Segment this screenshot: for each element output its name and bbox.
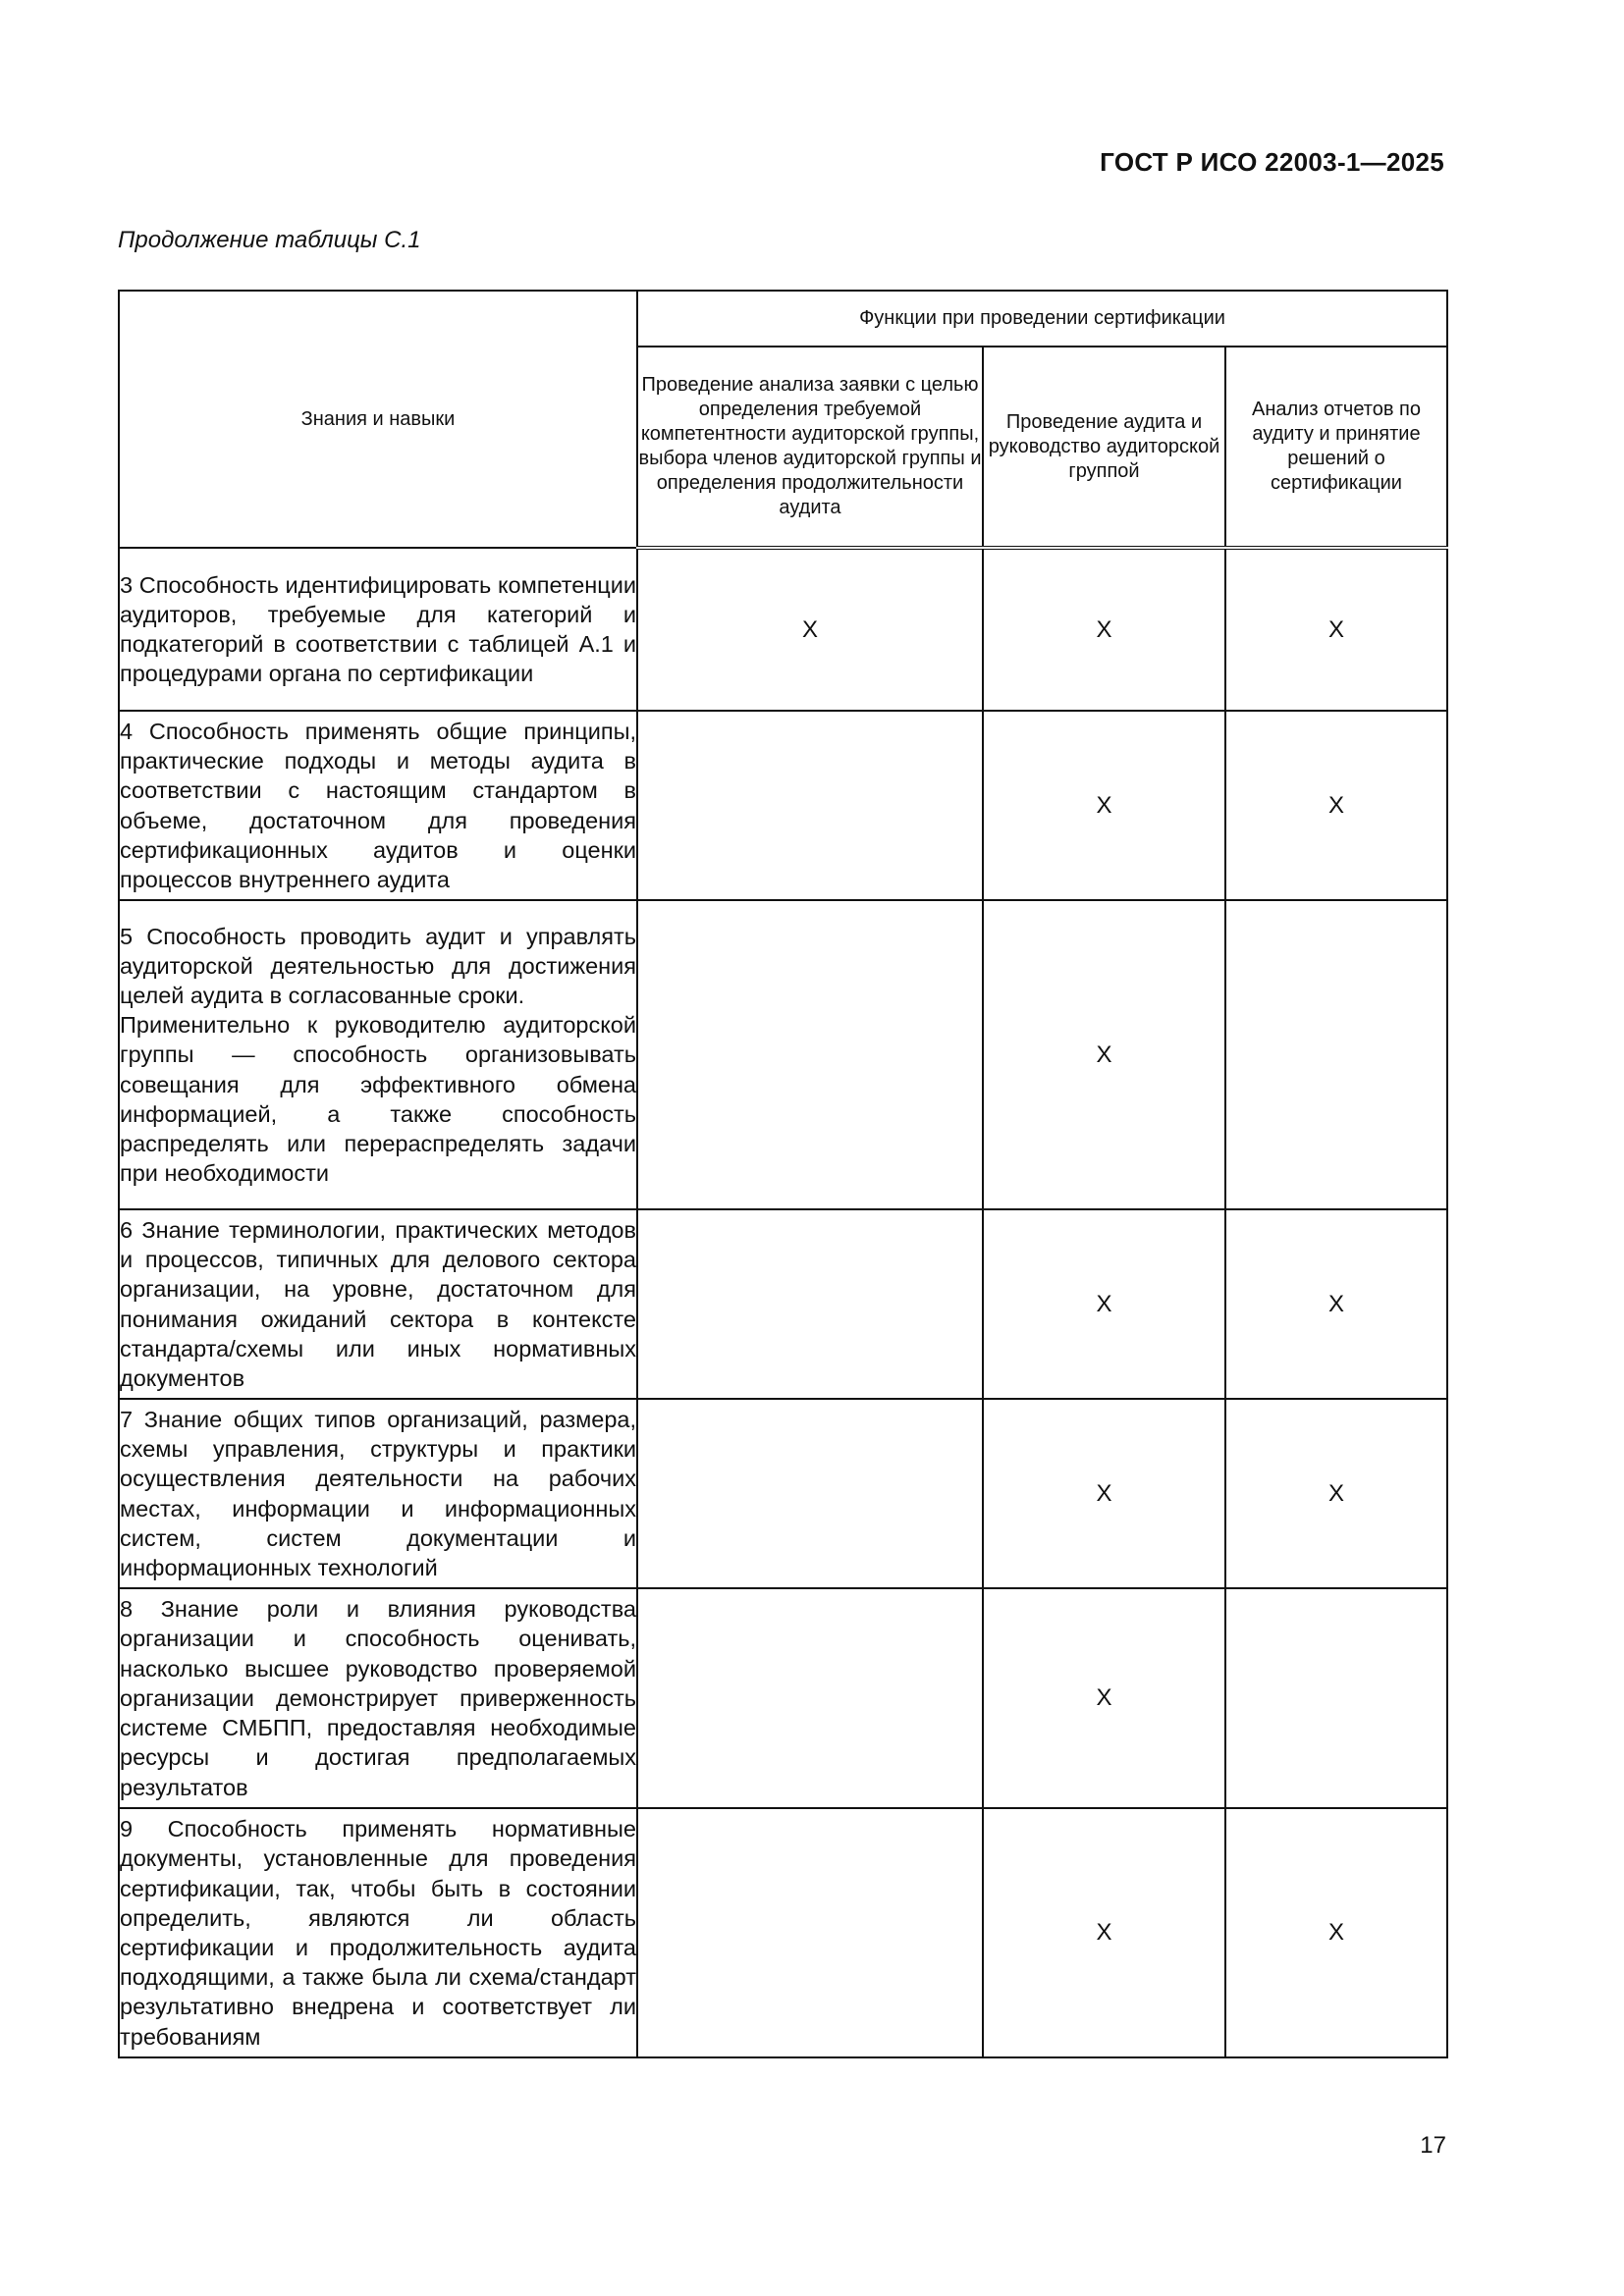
table-row <box>119 1588 1447 1808</box>
mark-cell: X <box>983 711 1225 900</box>
table-row <box>119 900 1447 1209</box>
table-caption: Продолжение таблицы С.1 <box>118 227 421 253</box>
mark-cell <box>637 711 983 900</box>
knowledge-cell: 4 Способность применять общие принципы, практические подходы и методы аудита в соответствии с настоящим стандартом в объеме, достаточном для проведения сертификационных аудитов и оценки процессов внутреннего аудита <box>119 711 637 900</box>
mark-cell: X <box>1225 711 1447 900</box>
mark-cell <box>1225 1588 1447 1808</box>
competence-table <box>118 290 1448 2058</box>
functions-group-header: Функции при проведении сертификации <box>637 291 1447 347</box>
table-row <box>119 1399 1447 1588</box>
column-header-decision: Анализ отчетов по аудиту и принятие решений о сертификации <box>1225 347 1447 548</box>
mark-cell: X <box>983 548 1225 711</box>
mark-cell: X <box>1225 1399 1447 1588</box>
mark-cell: X <box>1225 1808 1447 2057</box>
mark-cell: X <box>983 1399 1225 1588</box>
mark-cell <box>637 1808 983 2057</box>
knowledge-cell: 8 Знание роли и влияния руководства организации и способность оценивать, насколько высшее руководство проверяемой организации демонстрирует приверженность системе СМБПП, предоставляя необходимые ресурсы и достигая предполагаемых результатов <box>119 1588 637 1808</box>
mark-cell <box>637 1588 983 1808</box>
knowledge-cell: 9 Способность применять нормативные документы, установленные для проведения сертификации, так, чтобы быть в состоянии определить, являются ли область сертификации и продолжительность аудита подходящими, а также была ли схема/стандарт результативно внедрена и соответствует ли требованиям <box>119 1808 637 2057</box>
knowledge-cell: 6 Знание терминологии, практических методов и процессов, типичных для делового сектора организации, на уровне, достаточном для понимания ожиданий сектора в контексте стандарта/схемы или иных нормативных документов <box>119 1209 637 1399</box>
knowledge-cell: 7 Знание общих типов организаций, размера, схемы управления, структуры и практики осуществления деятельности на рабочих местах, информации и информационных систем, систем документации и информационных технологий <box>119 1399 637 1588</box>
column-header-application-review: Проведение анализа заявки с целью определения требуемой компетентности аудиторской группы, выбора членов аудиторской группы и определения продолжительности аудита <box>637 347 983 548</box>
knowledge-cell: 3 Способность идентифицировать компетенции аудиторов, требуемые для категорий и подкатегорий в соответствии с таблицей А.1 и процедурами органа по сертификации <box>119 548 637 711</box>
table-row <box>119 1209 1447 1399</box>
mark-cell: X <box>1225 1209 1447 1399</box>
column-header-audit-conduct: Проведение аудита и руководство аудиторской группой <box>983 347 1225 548</box>
mark-cell <box>637 900 983 1209</box>
mark-cell: X <box>983 1588 1225 1808</box>
table-row <box>119 711 1447 900</box>
knowledge-column-header: Знания и навыки <box>119 291 637 548</box>
mark-cell: X <box>637 548 983 711</box>
mark-cell <box>1225 900 1447 1209</box>
table-row <box>119 548 1447 711</box>
mark-cell: X <box>1225 548 1447 711</box>
standard-code: ГОСТ Р ИСО 22003-1—2025 <box>1100 147 1444 177</box>
page-number: 17 <box>1420 2132 1446 2159</box>
mark-cell <box>637 1399 983 1588</box>
mark-cell <box>637 1209 983 1399</box>
mark-cell: X <box>983 1808 1225 2057</box>
mark-cell: X <box>983 900 1225 1209</box>
knowledge-cell: 5 Способность проводить аудит и управлять аудиторской деятельностью для достижения целей аудита в согласованные сроки. Применительно к руководителю аудиторской группы — способность организовывать совещания для эффективного обмена информацией, а также способность распределять или перераспределять задачи при необходимости <box>119 900 637 1209</box>
mark-cell: X <box>983 1209 1225 1399</box>
table-row <box>119 1808 1447 2057</box>
